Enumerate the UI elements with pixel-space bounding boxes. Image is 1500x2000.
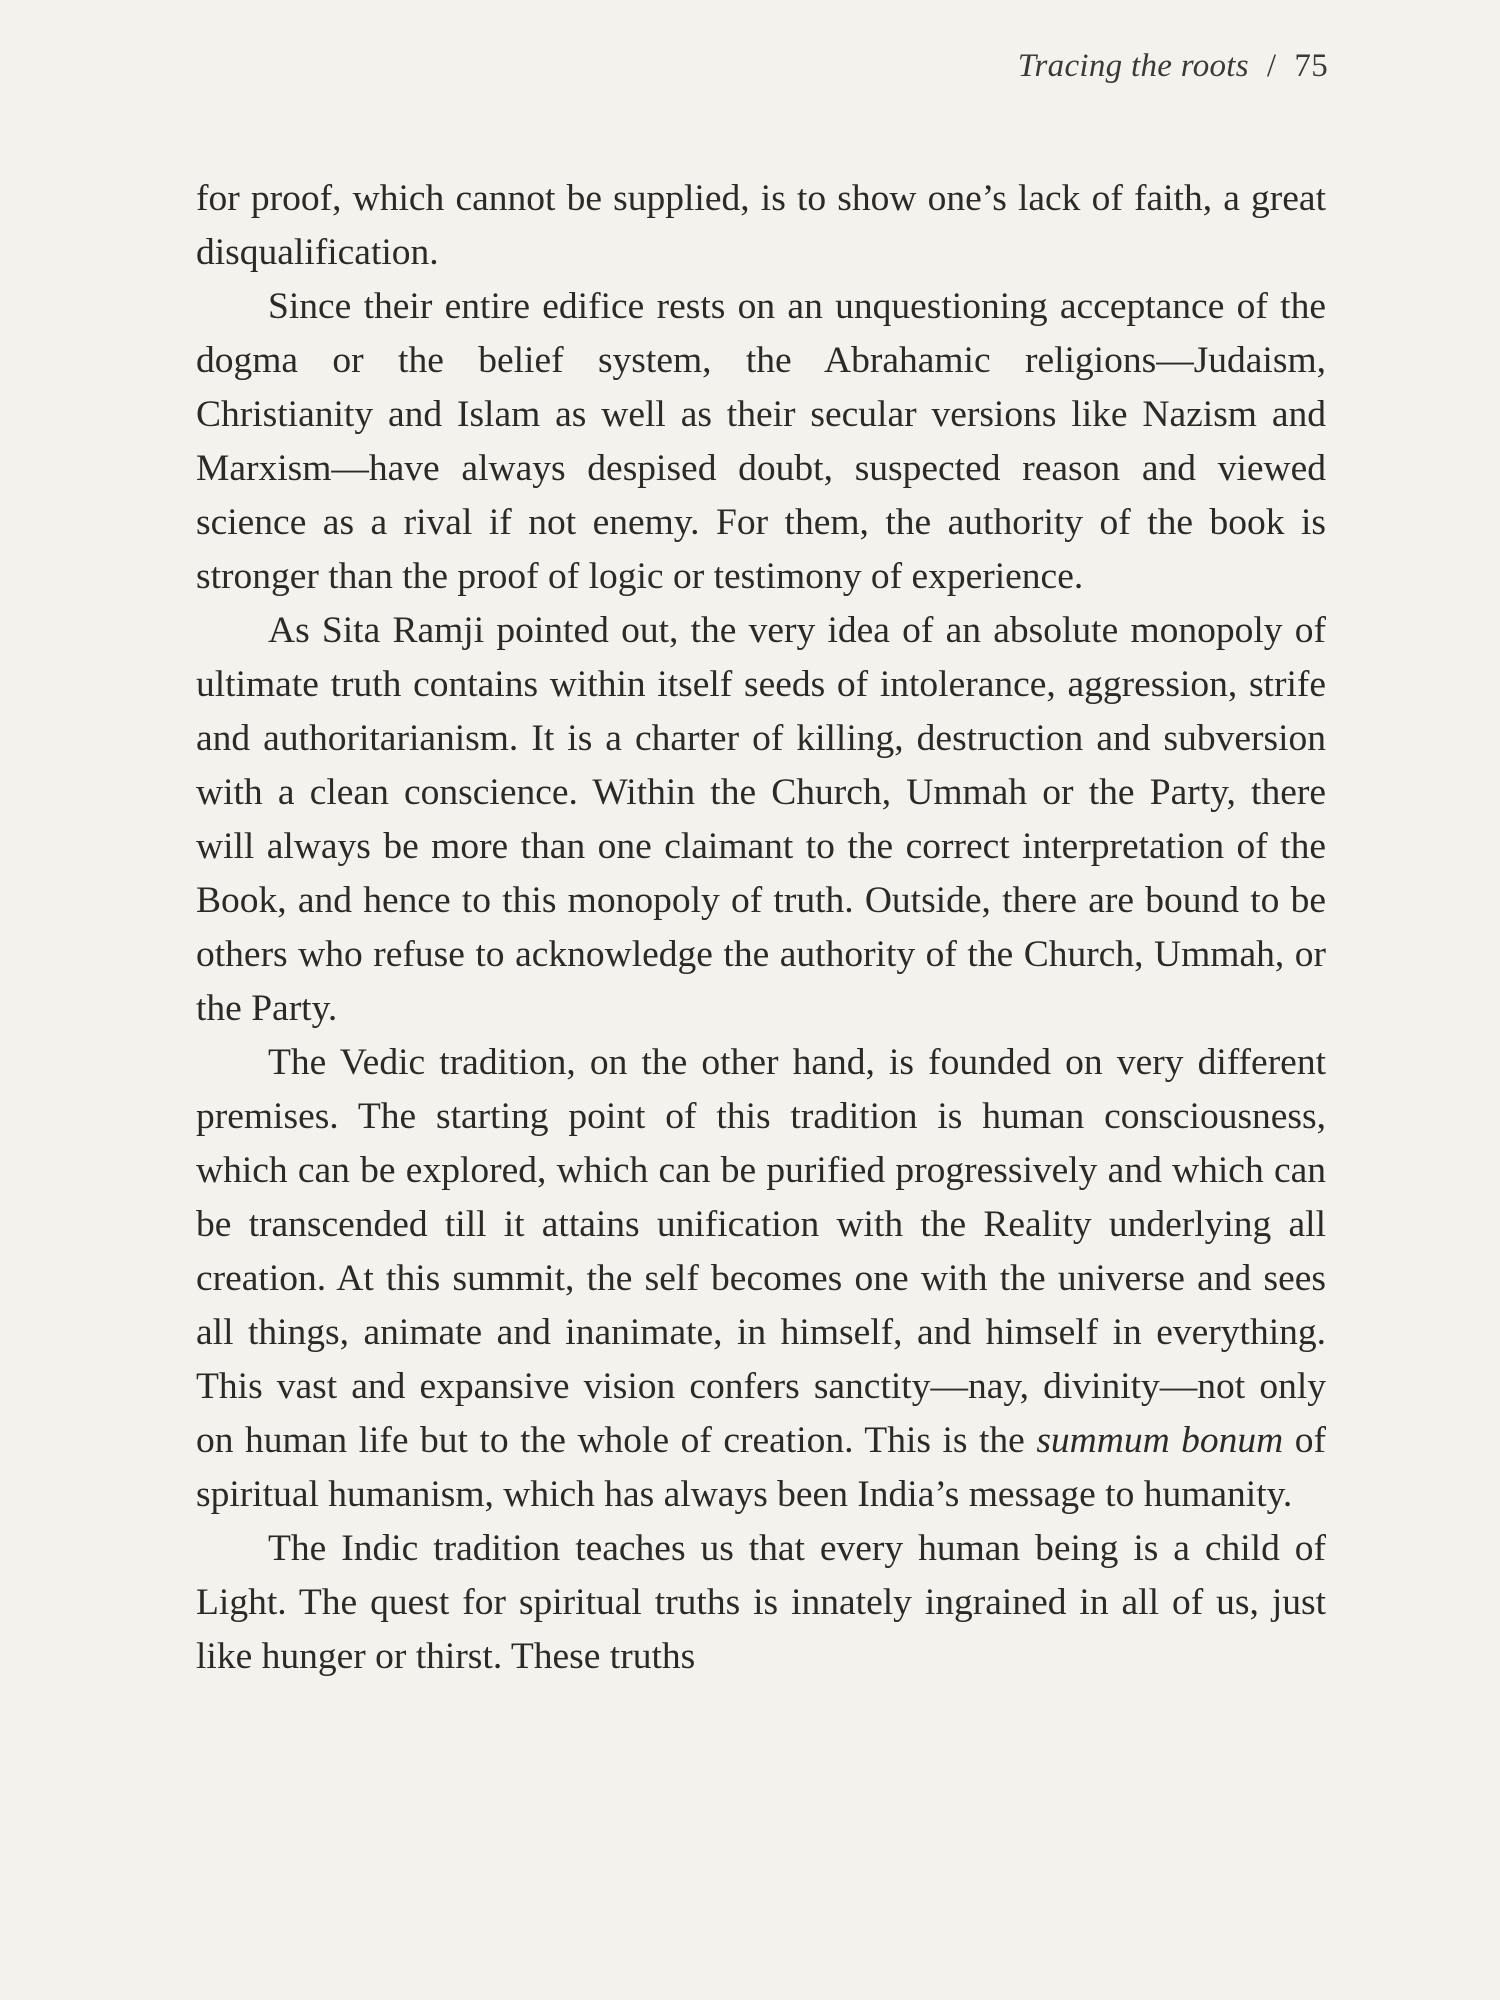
running-head	[1018, 48, 1328, 85]
paragraph-indic-tradition: The Indic tradition teaches us that every human being is a child of Light. The quest for spiritual truths is innately ingrained in all of us, just like hunger or thirst. These truths	[196, 1528, 1326, 1677]
vedic-text-before: The Vedic tradition, on the other hand, is founded on very different premises. The starting point of this tradition is human consciousness, which can be explored, which can be purified progressively and which can be transcended till it attains unification with the Reality underlying all creation. At this summit, the self becomes one with the universe and sees all things, animate and inanimate, in himself, and himself in everything. This vast and expansive vision confers sanctity—nay, divinity—not only on human life but to the whole of creation. This is the	[196, 1042, 1326, 1461]
body-text	[196, 172, 1326, 1684]
paragraph-monopoly-of-truth: As Sita Ramji pointed out, the very idea of an absolute monopoly of ultimate truth contains within itself seeds of intolerance, aggression, strife and authoritarianism. It is a charter of killing, destruction and subversion with a clean conscience. Within the Church, Ummah or the Party, there will always be more than one claimant to the correct interpretation of the Book, and hence to this monopoly of truth. Outside, there are bound to be others who refuse to acknowledge the authority of the Church, Ummah, or the Party.	[196, 610, 1326, 1029]
paragraph-vedic-tradition	[196, 1036, 1326, 1522]
page-number: 75	[1294, 48, 1328, 84]
paragraph-continued: for proof, which cannot be supplied, is to show one’s lack of faith, a great disqualification.	[196, 178, 1326, 273]
vedic-text-after: of spiritual humanism, which has always been India’s message to humanity.	[196, 1420, 1327, 1515]
italic-phrase: summum bonum	[1036, 1420, 1284, 1461]
paragraph-abrahamic-religions: Since their entire edifice rests on an unquestioning acceptance of the dogma or the belief system, the Abrahamic religions—Judaism, Christianity and Islam as well as their secular versions like Nazism and Marxism—have always despised doubt, suspected reason and viewed science as a rival if not enemy. For them, the authority of the book is stronger than the proof of logic or testimony of experience.	[196, 286, 1326, 597]
header-separator: /	[1266, 48, 1277, 84]
chapter-title: Tracing the roots	[1017, 48, 1249, 84]
